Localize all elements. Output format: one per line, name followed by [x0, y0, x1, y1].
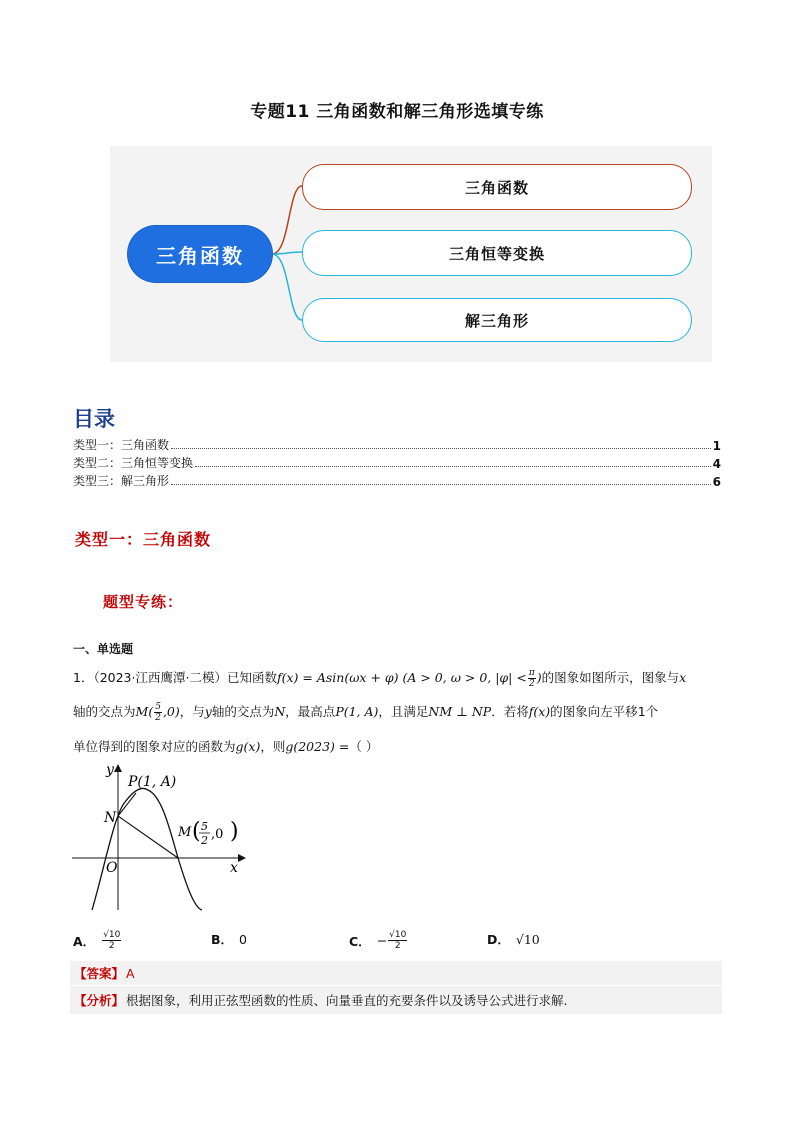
segment-nm [118, 816, 178, 858]
option-letter: B． [211, 932, 234, 947]
point-m-tail: ,0 [211, 827, 224, 842]
question-text: 轴的交点为 [73, 704, 136, 719]
toc-item-2[interactable] [73, 454, 721, 471]
toc-item-label: 类型二：三角恒等变换 [73, 456, 194, 470]
toc-item-1[interactable] [73, 436, 721, 453]
y-axis-label: y [106, 762, 114, 778]
option-b[interactable] [211, 930, 247, 948]
question-line-1 [73, 668, 686, 689]
point-n-label: N [104, 810, 117, 826]
answer-box [70, 961, 722, 985]
question-text: 单位得到的图象对应的函数为 [73, 739, 236, 754]
mind-map-root: 三角函数 [128, 226, 272, 282]
point-p: P(1, A) [335, 704, 379, 719]
toc-item-page: 1 [712, 439, 721, 453]
question-line-2 [73, 702, 658, 723]
analysis-tag: 【分析】 [74, 993, 125, 1008]
option-letter: C． [349, 933, 371, 949]
toc-item-page: 4 [712, 457, 721, 471]
point-m-paren-open: ( [192, 819, 201, 844]
mind-map-branch-identities: 三角恒等变换 [302, 230, 692, 276]
connector-branch-3 [272, 254, 302, 320]
fraction [528, 668, 536, 689]
perpendicular-condition: NM ⊥ NP [428, 704, 492, 719]
section-subheading: 题型专练： [103, 593, 184, 611]
mind-map-branch-triangles: 解三角形 [302, 298, 692, 342]
query-expression: g(2023) = [285, 739, 350, 754]
option-d[interactable] [487, 930, 540, 948]
point-m-denominator: 2 [201, 834, 208, 847]
point-m-numerator: 5 [201, 820, 208, 833]
question-type: 一、单选题 [73, 642, 134, 656]
point-m-paren-close: ) [230, 819, 239, 844]
fraction-numerator: √10 [103, 930, 121, 940]
function-expression: f(x) = Asin(ωx + φ) [276, 670, 399, 685]
question-line-3 [73, 737, 378, 755]
point-m-label: M [178, 825, 192, 840]
origin-label: O [106, 860, 118, 876]
fraction [388, 930, 407, 951]
point-p-label: P(1, A) [128, 774, 177, 790]
question-text: ．若将 [491, 704, 529, 719]
point-m: M( $\frac{5}{2}$ ,0) [135, 702, 180, 723]
variable-y: y [204, 704, 212, 719]
analysis-box [70, 986, 722, 1014]
toc-leader [195, 465, 711, 467]
section-heading: 类型一：三角函数 [75, 530, 212, 549]
question-text: 轴的交点为 [211, 704, 275, 719]
option-value: √10 [515, 931, 540, 947]
condition-close: ) [536, 670, 542, 685]
fraction-denominator: 2 [528, 679, 535, 689]
variable-x: x [679, 670, 687, 685]
fraction-denominator: 2 [155, 713, 161, 723]
option-sign: − [376, 933, 388, 948]
function-graph [70, 760, 260, 920]
option-letter: A． [73, 933, 96, 949]
connector-branch-1 [272, 186, 302, 254]
question-text: 个 [645, 704, 659, 719]
question-text: 的图象向左平移 [550, 704, 638, 719]
segment-np [118, 793, 136, 816]
option-letter: D． [487, 932, 510, 947]
answer-tag: 【答案】 [74, 966, 125, 981]
question-text: ，与 [179, 704, 205, 719]
fraction-denominator: 2 [108, 941, 115, 951]
question-text: ，最高点 [285, 704, 336, 719]
option-value: 0 [239, 931, 247, 947]
fraction [102, 930, 121, 951]
answer-blank: （ ） [349, 739, 379, 754]
fraction-numerator: π [528, 668, 535, 678]
toc-leader [171, 447, 711, 449]
page-title: 专题11 三角函数和解三角形选填专练 [250, 102, 544, 122]
question-text: ，且满足 [378, 704, 429, 719]
question-source: （2023·江西鹰潭·二模） [93, 670, 227, 685]
fraction-numerator: √10 [389, 930, 407, 940]
fraction-denominator: 2 [394, 941, 401, 951]
fraction-numerator: 5 [155, 702, 161, 712]
option-c[interactable] [349, 930, 408, 951]
function-g: g(x) [235, 739, 261, 754]
function-f: f(x) [528, 704, 551, 719]
question-number: 1． [73, 670, 94, 685]
mind-map-branch-functions: 三角函数 [302, 164, 692, 210]
question-text: 的图象如图所示，图象与 [541, 670, 680, 685]
question-text: ，则 [260, 739, 286, 754]
point-tail: ,0) [162, 704, 180, 719]
toc-item-page: 6 [712, 475, 721, 489]
x-axis-arrow [238, 854, 246, 862]
function-condition [402, 668, 542, 689]
point-label: M [135, 704, 149, 719]
toc-item-label: 类型三：解三角形 [73, 474, 170, 488]
toc-heading: 目录 [73, 407, 115, 431]
fraction [154, 702, 162, 723]
y-axis-arrow [114, 764, 122, 772]
question-text: 已知函数 [226, 670, 277, 685]
point-n: N [274, 704, 286, 719]
answer-value: A [126, 965, 135, 981]
mind-map [110, 146, 712, 362]
x-axis-label: x [230, 860, 238, 876]
shift-amount: 1 [637, 704, 646, 719]
toc-item-label: 类型一：三角函数 [73, 438, 170, 452]
toc-leader [171, 483, 711, 485]
option-a[interactable] [73, 930, 122, 951]
toc-item-3[interactable] [73, 472, 721, 489]
condition-text: (A > 0, ω > 0, |φ| < [402, 670, 527, 685]
analysis-text: 根据图象，利用正弦型函数的性质、向量垂直的充要条件以及诱导公式进行求解. [126, 993, 568, 1008]
sine-curve [92, 789, 202, 911]
